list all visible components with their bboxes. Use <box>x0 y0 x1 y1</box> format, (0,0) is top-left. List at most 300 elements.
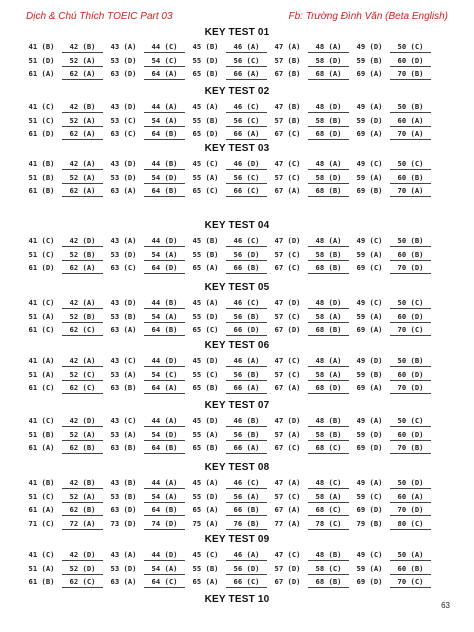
answer-cell: 61 (B) <box>28 577 55 586</box>
answer-cell: 60 (D) <box>390 430 431 441</box>
answer-cell: 58 (B) <box>308 250 349 261</box>
answer-cell: 45 (B) <box>192 236 219 245</box>
answer-cell: 68 (B) <box>308 577 349 588</box>
answer-cell: 57 (C) <box>274 491 301 501</box>
answer-row <box>21 173 431 184</box>
answer-cell: 64 (A) <box>144 69 185 80</box>
key-test-title: KEY TEST 10 <box>204 594 270 605</box>
answer-cell: 44 (A) <box>144 102 185 113</box>
answer-cell: 56 (C) <box>226 116 267 127</box>
answer-cell: 64 (B) <box>144 443 185 454</box>
answer-row <box>21 298 431 309</box>
answer-cell: 63 (C) <box>110 263 137 272</box>
answer-cell: 52 (A) <box>62 492 103 503</box>
answer-row <box>21 102 431 113</box>
answer-cell: 66 (A) <box>226 443 267 454</box>
answer-row <box>21 478 431 489</box>
answer-cell: 68 (B) <box>308 186 349 197</box>
answer-row <box>21 356 431 367</box>
answer-row <box>21 519 431 530</box>
answer-cell: 69 (B) <box>356 186 383 195</box>
answer-cell: 62 (A) <box>62 69 103 80</box>
answer-cell: 69 (A) <box>356 129 383 138</box>
answer-cell: 42 (A) <box>62 356 103 367</box>
answer-cell: 65 (C) <box>192 325 219 334</box>
answer-row <box>21 383 431 394</box>
answer-row <box>21 69 431 80</box>
answer-cell: 45 (A) <box>192 298 219 307</box>
key-test-title: KEY TEST 07 <box>204 400 270 411</box>
answer-cell: 57 (C) <box>274 249 301 259</box>
answer-cell: 63 (C) <box>110 129 137 138</box>
answer-cell: 75 (A) <box>192 518 219 528</box>
answer-cell: 55 (C) <box>192 369 219 379</box>
answer-cell: 45 (A) <box>192 102 219 111</box>
answer-cell: 57 (C) <box>274 172 301 182</box>
answer-cell: 53 (B) <box>110 491 137 501</box>
answer-cell: 59 (A) <box>356 249 383 259</box>
answer-cell: 68 (C) <box>308 443 349 454</box>
answer-cell: 65 (A) <box>192 505 219 514</box>
answer-cell: 72 (A) <box>62 519 103 530</box>
answer-cell: 50 (B) <box>390 102 431 113</box>
answer-cell: 46 (C) <box>226 478 267 489</box>
answer-cell: 51 (D) <box>28 55 55 65</box>
answer-cell: 48 (A) <box>308 159 349 170</box>
answer-row <box>21 159 431 170</box>
answer-row <box>21 370 431 381</box>
answer-cell: 47 (C) <box>274 550 301 559</box>
answer-cell: 60 (B) <box>390 250 431 261</box>
answer-cell: 62 (C) <box>62 577 103 588</box>
answer-cell: 60 (A) <box>390 492 431 503</box>
answer-cell: 48 (A) <box>308 236 349 247</box>
answer-cell: 52 (A) <box>62 430 103 441</box>
answer-cell: 46 (D) <box>226 159 267 170</box>
answer-cell: 77 (A) <box>274 518 301 528</box>
answer-row <box>21 312 431 323</box>
answer-cell: 47 (C) <box>274 159 301 168</box>
answer-cell: 50 (B) <box>390 236 431 247</box>
answer-cell: 49 (A) <box>356 102 383 111</box>
answer-cell: 54 (C) <box>144 370 185 381</box>
answer-cell: 56 (A) <box>226 492 267 503</box>
answer-cell: 69 (A) <box>356 69 383 78</box>
answer-cell: 45 (A) <box>192 478 219 487</box>
answer-cell: 50 (C) <box>390 298 431 309</box>
answer-cell: 59 (B) <box>356 55 383 65</box>
answer-row <box>21 505 431 516</box>
answer-cell: 53 (D) <box>110 172 137 182</box>
answer-cell: 68 (D) <box>308 129 349 140</box>
answer-cell: 59 (D) <box>356 115 383 125</box>
answer-cell: 53 (A) <box>110 369 137 379</box>
answer-cell: 70 (D) <box>390 505 431 516</box>
answer-cell: 42 (A) <box>62 298 103 309</box>
key-test-title: KEY TEST 03 <box>204 143 270 154</box>
answer-cell: 65 (B) <box>192 69 219 78</box>
answer-cell: 57 (C) <box>274 369 301 379</box>
answer-cell: 61 (B) <box>28 186 55 195</box>
answer-row <box>21 443 431 454</box>
answer-cell: 51 (B) <box>28 172 55 182</box>
answer-cell: 68 (D) <box>308 383 349 394</box>
answer-cell: 57 (B) <box>274 55 301 65</box>
answer-cell: 54 (A) <box>144 492 185 503</box>
answer-cell: 50 (D) <box>390 478 431 489</box>
answer-row <box>21 116 431 127</box>
answer-cell: 62 (C) <box>62 383 103 394</box>
answer-cell: 54 (D) <box>144 430 185 441</box>
answer-cell: 68 (C) <box>308 505 349 516</box>
answer-cell: 66 (C) <box>226 186 267 197</box>
answer-cell: 41 (C) <box>28 102 55 111</box>
answer-cell: 69 (A) <box>356 383 383 392</box>
answer-cell: 48 (B) <box>308 416 349 427</box>
answer-cell: 67 (C) <box>274 129 301 138</box>
answer-cell: 70 (C) <box>390 325 431 336</box>
answer-cell: 43 (C) <box>110 356 137 365</box>
answer-cell: 70 (B) <box>390 443 431 454</box>
answer-cell: 50 (C) <box>390 42 431 53</box>
answer-cell: 43 (D) <box>110 102 137 111</box>
answer-cell: 49 (D) <box>356 356 383 365</box>
answer-cell: 67 (A) <box>274 383 301 392</box>
answer-cell: 58 (C) <box>308 564 349 575</box>
answer-cell: 44 (B) <box>144 159 185 170</box>
answer-cell: 48 (D) <box>308 298 349 309</box>
key-test-title: KEY TEST 05 <box>204 282 270 293</box>
answer-cell: 62 (C) <box>62 325 103 336</box>
answer-cell: 59 (D) <box>356 429 383 439</box>
answer-cell: 61 (C) <box>28 325 55 334</box>
answer-cell: 43 (D) <box>110 159 137 168</box>
answer-cell: 48 (B) <box>308 550 349 561</box>
answer-cell: 41 (C) <box>28 416 55 425</box>
answer-cell: 56 (D) <box>226 250 267 261</box>
answer-cell: 55 (A) <box>192 172 219 182</box>
answer-cell: 66 (A) <box>226 383 267 394</box>
answer-cell: 51 (A) <box>28 563 55 573</box>
answer-cell: 57 (A) <box>274 429 301 439</box>
answer-row <box>21 42 431 53</box>
answer-cell: 69 (D) <box>356 443 383 452</box>
answer-cell: 78 (C) <box>308 519 349 530</box>
answer-cell: 68 (B) <box>308 325 349 336</box>
answer-cell: 70 (A) <box>390 186 431 197</box>
answer-cell: 42 (D) <box>62 550 103 561</box>
answer-cell: 56 (B) <box>226 312 267 323</box>
key-test-title: KEY TEST 09 <box>204 534 270 545</box>
answer-row <box>21 577 431 588</box>
answer-cell: 46 (A) <box>226 42 267 53</box>
answer-cell: 53 (D) <box>110 563 137 573</box>
answer-cell: 52 (B) <box>62 250 103 261</box>
answer-cell: 47 (D) <box>274 298 301 307</box>
answer-cell: 58 (B) <box>308 116 349 127</box>
answer-cell: 62 (B) <box>62 443 103 454</box>
answer-cell: 70 (A) <box>390 129 431 140</box>
answer-cell: 57 (B) <box>274 115 301 125</box>
answer-cell: 63 (B) <box>110 443 137 452</box>
answer-cell: 67 (A) <box>274 186 301 195</box>
answer-cell: 64 (D) <box>144 263 185 274</box>
answer-cell: 46 (C) <box>226 298 267 309</box>
answer-cell: 61 (D) <box>28 129 55 138</box>
answer-cell: 67 (D) <box>274 577 301 586</box>
answer-cell: 64 (A) <box>144 383 185 394</box>
answer-cell: 60 (D) <box>390 370 431 381</box>
answer-cell: 46 (B) <box>226 416 267 427</box>
answer-cell: 48 (A) <box>308 356 349 367</box>
answer-cell: 65 (B) <box>192 383 219 392</box>
answer-cell: 47 (A) <box>274 478 301 487</box>
answer-cell: 79 (B) <box>356 518 383 528</box>
answer-cell: 45 (C) <box>192 159 219 168</box>
answer-cell: 69 (C) <box>356 263 383 272</box>
answer-cell: 67 (C) <box>274 443 301 452</box>
answer-cell: 43 (A) <box>110 42 137 51</box>
answer-cell: 60 (B) <box>390 564 431 575</box>
answer-cell: 58 (D) <box>308 56 349 67</box>
answer-cell: 63 (D) <box>110 69 137 78</box>
answer-cell: 43 (D) <box>110 298 137 307</box>
answer-cell: 43 (A) <box>110 550 137 559</box>
answer-cell: 41 (C) <box>28 550 55 559</box>
answer-cell: 41 (C) <box>28 298 55 307</box>
answer-cell: 56 (C) <box>226 56 267 67</box>
answer-cell: 65 (A) <box>192 577 219 586</box>
answer-cell: 47 (C) <box>274 356 301 365</box>
answer-cell: 55 (B) <box>192 249 219 259</box>
answer-cell: 60 (B) <box>390 173 431 184</box>
answer-cell: 52 (A) <box>62 56 103 67</box>
answer-cell: 52 (A) <box>62 173 103 184</box>
answer-cell: 62 (B) <box>62 505 103 516</box>
answer-cell: 54 (A) <box>144 250 185 261</box>
answer-cell: 49 (A) <box>356 478 383 487</box>
answer-cell: 59 (B) <box>356 369 383 379</box>
answer-cell: 51 (A) <box>28 311 55 321</box>
answer-cell: 65 (C) <box>192 186 219 195</box>
answer-cell: 64 (B) <box>144 505 185 516</box>
answer-cell: 66 (A) <box>226 129 267 140</box>
answer-cell: 47 (D) <box>274 236 301 245</box>
header-left-title: Dịch & Chú Thích TOEIC Part 03 <box>26 11 173 22</box>
key-test-title: KEY TEST 04 <box>204 220 270 231</box>
answer-cell: 44 (D) <box>144 356 185 367</box>
answer-cell: 49 (C) <box>356 298 383 307</box>
answer-cell: 49 (D) <box>356 42 383 51</box>
answer-cell: 51 (B) <box>28 429 55 439</box>
answer-row <box>21 325 431 336</box>
answer-cell: 56 (D) <box>226 564 267 575</box>
answer-cell: 67 (B) <box>274 69 301 78</box>
answer-cell: 54 (D) <box>144 173 185 184</box>
answer-cell: 52 (B) <box>62 312 103 323</box>
answer-cell: 41 (C) <box>28 236 55 245</box>
answer-cell: 50 (C) <box>390 159 431 170</box>
answer-cell: 41 (A) <box>28 356 55 365</box>
answer-cell: 54 (A) <box>144 564 185 575</box>
answer-cell: 43 (B) <box>110 478 137 487</box>
answer-row <box>21 564 431 575</box>
answer-row <box>21 186 431 197</box>
answer-cell: 44 (D) <box>144 236 185 247</box>
answer-cell: 51 (C) <box>28 115 55 125</box>
answer-cell: 54 (C) <box>144 56 185 67</box>
answer-cell: 68 (A) <box>308 69 349 80</box>
answer-cell: 67 (C) <box>274 263 301 272</box>
answer-cell: 64 (B) <box>144 186 185 197</box>
answer-cell: 57 (C) <box>274 311 301 321</box>
answer-row <box>21 236 431 247</box>
answer-cell: 46 (A) <box>226 356 267 367</box>
answer-cell: 49 (C) <box>356 550 383 559</box>
answer-cell: 47 (D) <box>274 416 301 425</box>
answer-cell: 42 (B) <box>62 478 103 489</box>
answer-cell: 59 (A) <box>356 172 383 182</box>
answer-cell: 74 (D) <box>144 519 185 530</box>
answer-cell: 44 (B) <box>144 298 185 309</box>
answer-cell: 70 (C) <box>390 577 431 588</box>
answer-cell: 50 (B) <box>390 356 431 367</box>
key-test-title: KEY TEST 01 <box>204 27 270 38</box>
answer-row <box>21 263 431 274</box>
answer-cell: 71 (C) <box>28 518 55 528</box>
answer-cell: 46 (A) <box>226 550 267 561</box>
answer-cell: 42 (B) <box>62 102 103 113</box>
answer-cell: 70 (B) <box>390 69 431 80</box>
answer-cell: 59 (C) <box>356 491 383 501</box>
answer-cell: 63 (A) <box>110 186 137 195</box>
answer-cell: 45 (D) <box>192 416 219 425</box>
answer-row <box>21 430 431 441</box>
answer-cell: 58 (B) <box>308 430 349 441</box>
header-right-credit: Fb: Trường Đình Văn (Beta English) <box>288 11 448 22</box>
answer-cell: 53 (C) <box>110 115 137 125</box>
answer-cell: 64 (B) <box>144 325 185 336</box>
answer-cell: 42 (A) <box>62 159 103 170</box>
answer-cell: 64 (C) <box>144 577 185 588</box>
answer-cell: 45 (B) <box>192 42 219 51</box>
answer-cell: 42 (D) <box>62 236 103 247</box>
answer-cell: 65 (B) <box>192 443 219 452</box>
answer-cell: 80 (C) <box>390 519 431 530</box>
key-test-title: KEY TEST 06 <box>204 340 270 351</box>
answer-cell: 41 (B) <box>28 478 55 487</box>
answer-cell: 62 (A) <box>62 263 103 274</box>
answer-cell: 66 (C) <box>226 577 267 588</box>
answer-cell: 60 (A) <box>390 116 431 127</box>
answer-cell: 60 (D) <box>390 312 431 323</box>
answer-row <box>21 250 431 261</box>
answer-cell: 54 (A) <box>144 312 185 323</box>
answer-cell: 56 (C) <box>226 173 267 184</box>
answer-cell: 62 (A) <box>62 186 103 197</box>
answer-cell: 52 (D) <box>62 564 103 575</box>
answer-cell: 58 (A) <box>308 492 349 503</box>
answer-cell: 62 (A) <box>62 129 103 140</box>
answer-cell: 50 (C) <box>390 416 431 427</box>
answer-cell: 51 (A) <box>28 369 55 379</box>
key-test-title: KEY TEST 02 <box>204 86 270 97</box>
answer-cell: 58 (D) <box>308 173 349 184</box>
answer-cell: 42 (B) <box>62 42 103 53</box>
answer-cell: 44 (D) <box>144 550 185 561</box>
answer-cell: 55 (A) <box>192 429 219 439</box>
answer-cell: 55 (B) <box>192 115 219 125</box>
answer-cell: 59 (A) <box>356 563 383 573</box>
answer-cell: 51 (C) <box>28 249 55 259</box>
answer-cell: 44 (C) <box>144 42 185 53</box>
answer-cell: 49 (C) <box>356 236 383 245</box>
answer-cell: 52 (C) <box>62 370 103 381</box>
answer-cell: 61 (C) <box>28 383 55 392</box>
answer-cell: 43 (C) <box>110 416 137 425</box>
answer-cell: 55 (D) <box>192 55 219 65</box>
answer-cell: 61 (A) <box>28 69 55 78</box>
answer-cell: 63 (A) <box>110 577 137 586</box>
answer-cell: 53 (A) <box>110 429 137 439</box>
answer-cell: 45 (C) <box>192 550 219 559</box>
answer-cell: 52 (A) <box>62 116 103 127</box>
answer-cell: 47 (A) <box>274 42 301 51</box>
key-test-title: KEY TEST 08 <box>204 462 270 473</box>
answer-cell: 42 (D) <box>62 416 103 427</box>
answer-cell: 65 (A) <box>192 263 219 272</box>
answer-cell: 58 (A) <box>308 312 349 323</box>
answer-cell: 66 (B) <box>226 505 267 516</box>
answer-cell: 53 (D) <box>110 249 137 259</box>
answer-cell: 55 (D) <box>192 311 219 321</box>
answer-cell: 58 (A) <box>308 370 349 381</box>
answer-cell: 49 (A) <box>356 416 383 425</box>
answer-cell: 44 (A) <box>144 478 185 489</box>
answer-row <box>21 416 431 427</box>
answer-cell: 57 (D) <box>274 563 301 573</box>
answer-cell: 48 (D) <box>308 102 349 113</box>
answer-cell: 76 (B) <box>226 519 267 530</box>
answer-cell: 41 (B) <box>28 159 55 168</box>
answer-cell: 59 (A) <box>356 311 383 321</box>
answer-cell: 67 (A) <box>274 505 301 514</box>
answer-cell: 69 (A) <box>356 325 383 334</box>
answer-cell: 47 (B) <box>274 102 301 111</box>
answer-cell: 66 (B) <box>226 263 267 274</box>
answer-cell: 61 (D) <box>28 263 55 272</box>
answer-cell: 49 (C) <box>356 159 383 168</box>
answer-row <box>21 129 431 140</box>
answer-cell: 69 (D) <box>356 577 383 586</box>
answer-cell: 51 (C) <box>28 491 55 501</box>
answer-cell: 43 (A) <box>110 236 137 245</box>
answer-cell: 69 (D) <box>356 505 383 514</box>
answer-cell: 54 (A) <box>144 116 185 127</box>
answer-cell: 70 (D) <box>390 383 431 394</box>
answer-row <box>21 56 431 67</box>
answer-cell: 41 (B) <box>28 42 55 51</box>
answer-cell: 64 (B) <box>144 129 185 140</box>
answer-cell: 65 (D) <box>192 129 219 138</box>
answer-cell: 45 (D) <box>192 356 219 365</box>
answer-cell: 60 (D) <box>390 56 431 67</box>
answer-cell: 55 (B) <box>192 563 219 573</box>
answer-cell: 63 (A) <box>110 325 137 334</box>
answer-cell: 46 (C) <box>226 102 267 113</box>
answer-cell: 67 (D) <box>274 325 301 334</box>
answer-row <box>21 550 431 561</box>
